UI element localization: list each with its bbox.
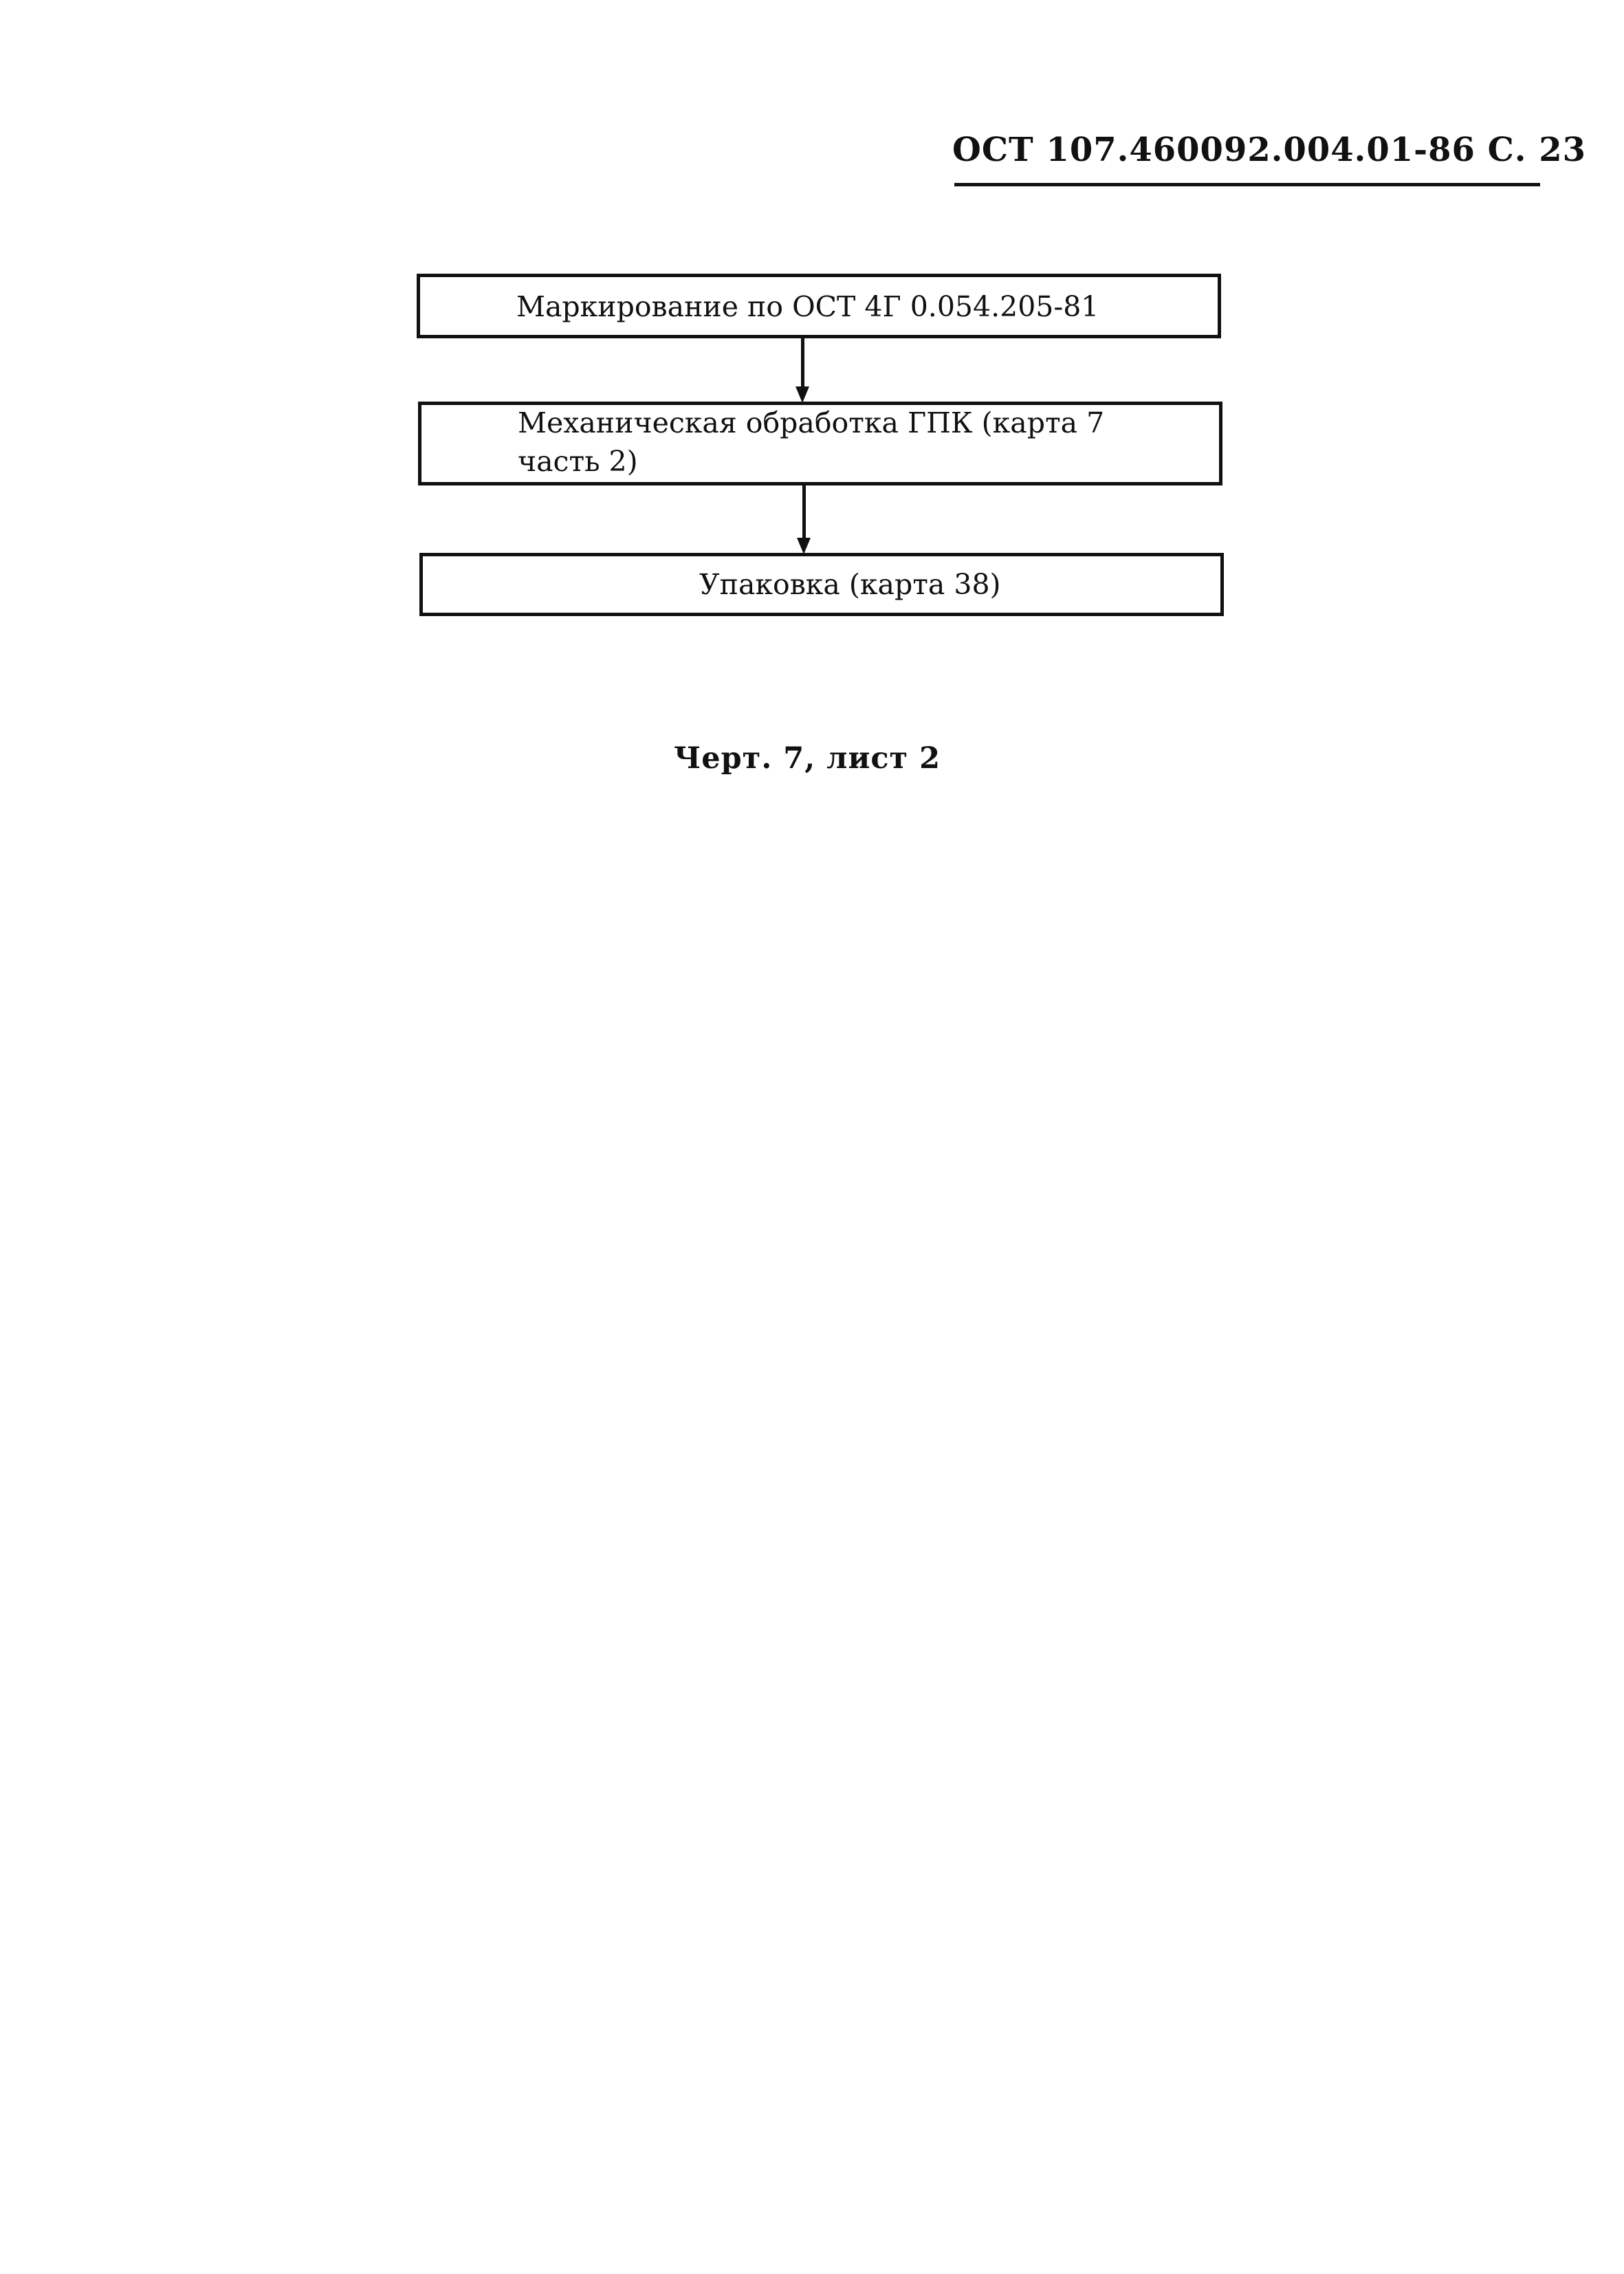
header-rule bbox=[954, 183, 1540, 186]
flow-step-marking bbox=[417, 274, 1221, 338]
arrow-down-icon bbox=[797, 538, 811, 554]
flow-step-label: Механическая обработка ГПК (карта 7 часть 2) bbox=[518, 406, 1105, 478]
flow-step-packaging bbox=[419, 553, 1224, 616]
flow-step-label: Маркирование по ОСТ 4Г 0.054.205-81 bbox=[516, 290, 1099, 323]
flow-connector bbox=[802, 485, 806, 539]
page-header: ОСТ 107.460092.004.01-86 С. 23 bbox=[952, 131, 1587, 169]
flow-step-machining bbox=[418, 402, 1222, 485]
flow-connector bbox=[801, 338, 804, 388]
figure-caption: Черт. 7, лист 2 bbox=[674, 741, 941, 776]
flow-step-label: Упаковка (карта 38) bbox=[699, 568, 1001, 601]
arrow-down-icon bbox=[795, 386, 809, 403]
